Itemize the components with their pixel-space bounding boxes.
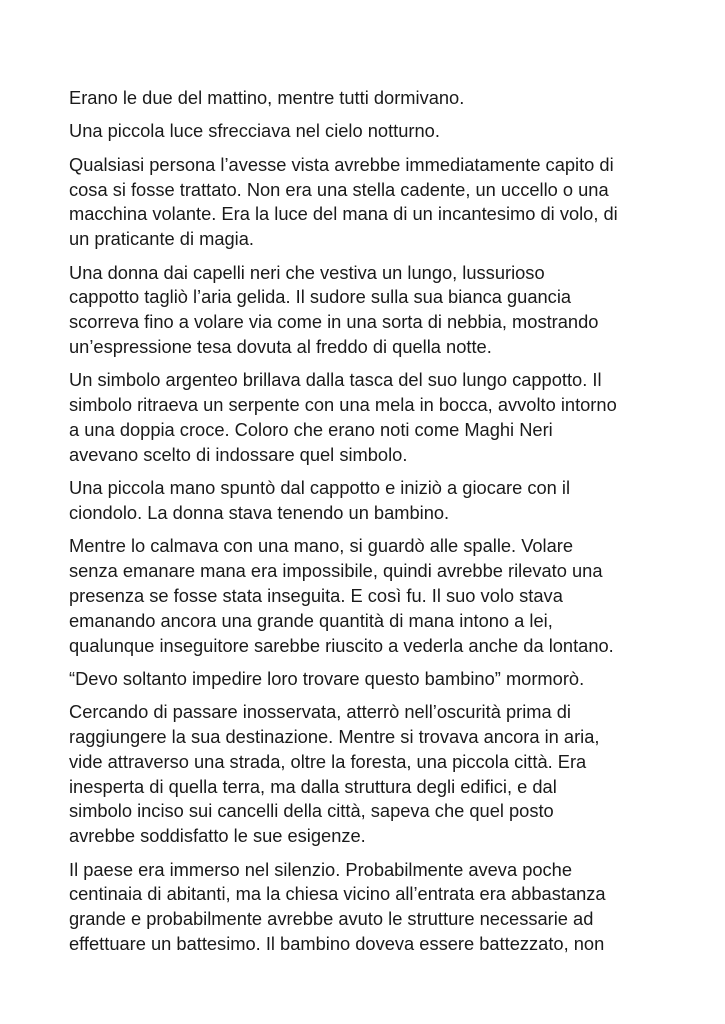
text-line: Qualsiasi persona l’avesse vista avrebbe immediatamente capito di [69,153,614,175]
text-line: Il paese era immerso nel silenzio. Probabilmente aveva poche [69,858,573,880]
paragraph-8 [69,667,669,692]
text-line: Erano le due del mattino, mentre tutti dormivano. [69,87,465,108]
text-line: raggiungere la sua destinazione. Mentre si trovava ancora in aria, [69,726,600,748]
text-line: effettuare un battesimo. Il bambino doveva essere battezzato, non [69,933,605,955]
text-line: un praticante di magia. [69,228,254,250]
text-line: grande e probabilmente avrebbe avuto le strutture necessarie ad [69,908,594,930]
text-line: “Devo soltanto impedire loro trovare questo bambino” mormorò. [69,667,585,689]
text-line: scorreva fino a volare via come in una sorta di nebbia, mostrando [69,311,599,333]
text-line: senza emanare mana era impossibile, quindi avrebbe rilevato una [69,560,603,582]
paragraph-9 [69,700,669,849]
paragraph-5 [69,368,669,467]
text-line: cosa si fosse trattato. Non era una stella cadente, un uccello o una [69,178,609,200]
text-line: Mentre lo calmava con una mano, si guardò alle spalle. Volare [69,535,574,557]
paragraph-6 [69,476,669,526]
text-line: avevano scelto di indossare quel simbolo. [69,443,408,465]
text-line: Una piccola mano spuntò dal cappotto e iniziò a giocare con il [69,477,571,499]
text-line: centinaia di abitanti, ma la chiesa vicino all’entrata era abbastanza [69,883,606,905]
text-line: emanando ancora una grande quantità di mana intono a lei, [69,609,553,631]
text-line: inesperta di quella terra, ma dalla struttura degli edifici, e dal [69,775,557,797]
text-line: Un simbolo argenteo brillava dalla tasca del suo lungo cappotto. Il [69,369,602,391]
text-line: un’espressione tesa dovuta al freddo di quella notte. [69,335,492,357]
text-line: a una doppia croce. Coloro che erano noti come Maghi Neri [69,418,553,440]
text-line: presenza se fosse stata inseguita. E così fu. Il suo volo stava [69,584,563,606]
text-line: Una piccola luce sfrecciava nel cielo notturno. [69,120,440,142]
text-line: macchina volante. Era la luce del mana di un incantesimo di volo, di [69,203,618,225]
text-line: qualunque inseguitore sarebbe riuscito a vederla anche da lontano. [69,634,614,656]
paragraph-10 [69,858,669,957]
text-line: avrebbe soddisfatto le sue esigenze. [69,825,366,847]
paragraph-7 [69,534,669,658]
text-line: simbolo ritraeva un serpente con una mela in bocca, avvolto intorno [69,394,617,416]
text-line: vide attraverso una strada, oltre la foresta, una piccola città. Era [69,750,587,772]
paragraph-2 [69,119,669,144]
text-line: ciondolo. La donna stava tenendo un bambino. [69,501,450,523]
text-line: Una donna dai capelli neri che vestiva un lungo, lussurioso [69,261,545,283]
paragraph-4 [69,261,669,360]
paragraph-3 [69,153,669,252]
paragraph-1 [69,86,669,111]
text-line: cappotto tagliò l’aria gelida. Il sudore sulla sua bianca guancia [69,286,572,308]
document-page [69,86,669,965]
text-line: simbolo inciso sui cancelli della città, sapeva che quel posto [69,800,554,822]
text-line: Cercando di passare inosservata, atterrò nell’oscurità prima di [69,701,571,723]
